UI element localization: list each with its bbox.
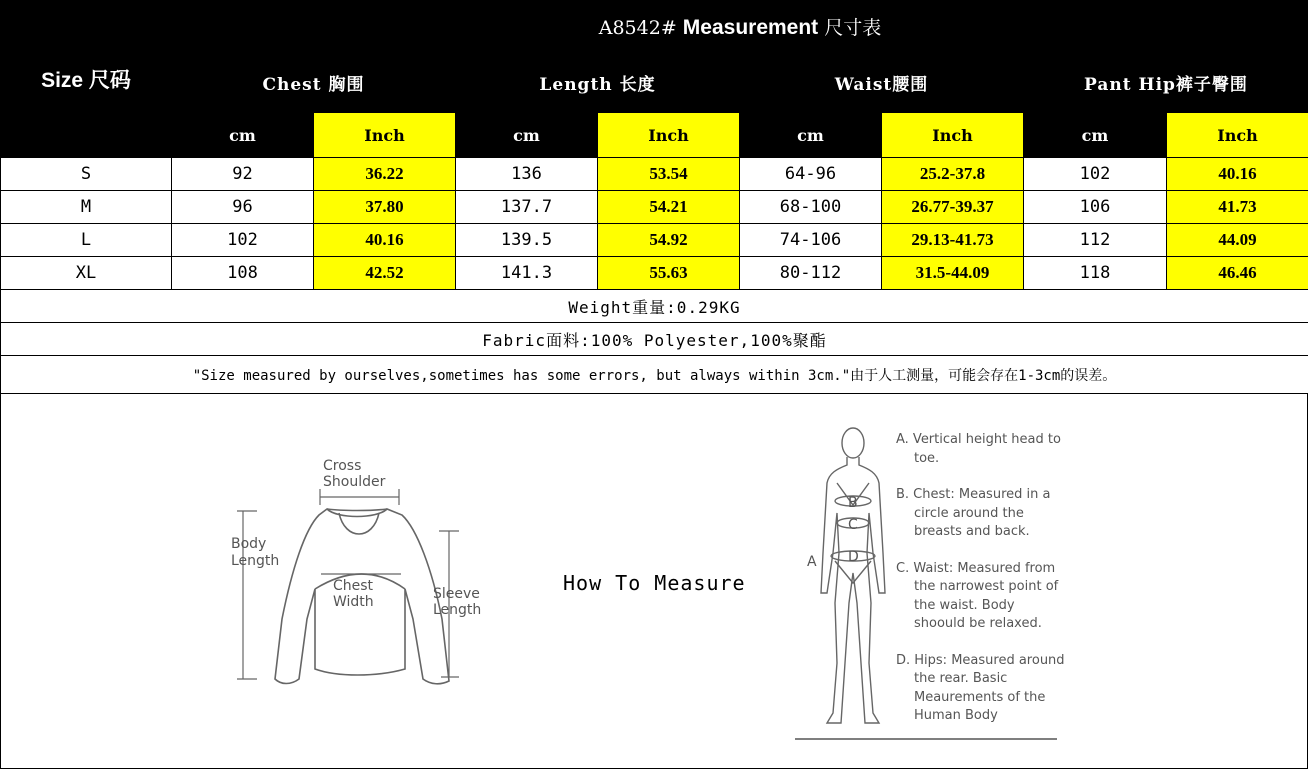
group-chest: Chest 胸围: [172, 53, 456, 113]
sweater-diagram: [227, 449, 497, 689]
label-b: B: [848, 495, 858, 511]
chest-cm-cell: 92: [172, 158, 314, 191]
group-length: Length 长度: [456, 53, 740, 113]
chest-inch-cell: 37.80: [314, 191, 456, 224]
chest-cm-cell: 108: [172, 257, 314, 290]
hip-inch-cell: 41.73: [1167, 191, 1308, 224]
unit-inch: Inch: [314, 113, 456, 158]
title-measurement: Measurement: [682, 16, 819, 39]
fabric-info: Fabric面料:100% Polyester,100%聚酯: [1, 323, 1308, 356]
label-d: D: [848, 549, 859, 565]
chest-inch-cell: 42.52: [314, 257, 456, 290]
table-row: [1, 158, 1308, 191]
length-inch-cell: 54.21: [598, 191, 740, 224]
hip-cm-cell: 102: [1024, 158, 1167, 191]
length-inch-cell: 53.54: [598, 158, 740, 191]
hip-cm-cell: 112: [1024, 224, 1167, 257]
length-cm-cell: 139.5: [456, 224, 598, 257]
length-cm-cell: 137.7: [456, 191, 598, 224]
hip-inch-cell: 46.46: [1167, 257, 1308, 290]
unit-inch: Inch: [1167, 113, 1308, 158]
length-inch-cell: 55.63: [598, 257, 740, 290]
group-pant-hip: Pant Hip裤子臀围: [1024, 53, 1308, 113]
measurement-note: "Size measured by ourselves,sometimes has some errors, but always within 3cm."由于人工测量，可能会存在1-3cm的误差。: [1, 356, 1308, 394]
waist-cm-cell: 74-106: [740, 224, 882, 257]
chest-inch-cell: 36.22: [314, 158, 456, 191]
length-cm-cell: 141.3: [456, 257, 598, 290]
waist-inch-cell: 31.5-44.09: [882, 257, 1024, 290]
unit-cm: cm: [740, 113, 882, 158]
title-chinese: 尺寸表: [824, 17, 882, 39]
waist-inch-cell: 29.13-41.73: [882, 224, 1024, 257]
unit-inch: Inch: [598, 113, 740, 158]
note-waist: C. Waist: Measured from the narrowest point of the waist. Body shoould be relaxed.: [896, 560, 1059, 631]
label-a: A: [807, 554, 817, 570]
size-header: Size 尺码: [1, 1, 172, 158]
waist-cm-cell: 64-96: [740, 158, 882, 191]
waist-inch-cell: 26.77-39.37: [882, 191, 1024, 224]
label-width: Width: [333, 594, 374, 610]
hip-cm-cell: 118: [1024, 257, 1167, 290]
size-cell: S: [1, 158, 172, 191]
size-cell: XL: [1, 257, 172, 290]
note-chest: B. Chest: Measured in a circle around the breasts and back.: [896, 487, 1051, 539]
label-chest: Chest: [333, 578, 374, 594]
chest-cm-cell: 102: [172, 224, 314, 257]
length-inch-cell: 54.92: [598, 224, 740, 257]
hip-inch-cell: 40.16: [1167, 158, 1308, 191]
length-cm-cell: 136: [456, 158, 598, 191]
how-to-measure-panel: [0, 393, 1308, 769]
table-row: [1, 191, 1308, 224]
waist-cm-cell: 80-112: [740, 257, 882, 290]
size-cell: L: [1, 224, 172, 257]
measurement-notes: [896, 431, 1066, 744]
group-waist: Waist腰围: [740, 53, 1024, 113]
chest-inch-cell: 40.16: [314, 224, 456, 257]
table-row: [1, 257, 1308, 290]
note-hips: D. Hips: Measured around the rear. Basic Meaurements of the Human Body: [896, 652, 1065, 723]
unit-cm: cm: [456, 113, 598, 158]
chest-cm-cell: 96: [172, 191, 314, 224]
label-shoulder: Shoulder: [323, 474, 386, 490]
label-sleeve-length: Length: [433, 602, 482, 618]
waist-cm-cell: 68-100: [740, 191, 882, 224]
label-length: Length: [231, 553, 280, 569]
table-title: [172, 1, 1308, 53]
size-cell: M: [1, 191, 172, 224]
label-c: C: [848, 517, 858, 533]
how-to-measure-label: How To Measure: [563, 571, 746, 595]
note-height: A. Vertical height head to toe.: [896, 432, 1061, 466]
label-cross: Cross: [323, 458, 362, 474]
unit-inch: Inch: [882, 113, 1024, 158]
label-sleeve: Sleeve: [433, 586, 480, 602]
unit-cm: cm: [172, 113, 314, 158]
waist-inch-cell: 25.2-37.8: [882, 158, 1024, 191]
title-model: A8542#: [598, 17, 677, 39]
hip-cm-cell: 106: [1024, 191, 1167, 224]
label-body: Body: [231, 536, 267, 552]
hip-inch-cell: 44.09: [1167, 224, 1308, 257]
unit-cm: cm: [1024, 113, 1167, 158]
weight-info: Weight重量:0.29KG: [1, 290, 1308, 323]
table-row: [1, 224, 1308, 257]
